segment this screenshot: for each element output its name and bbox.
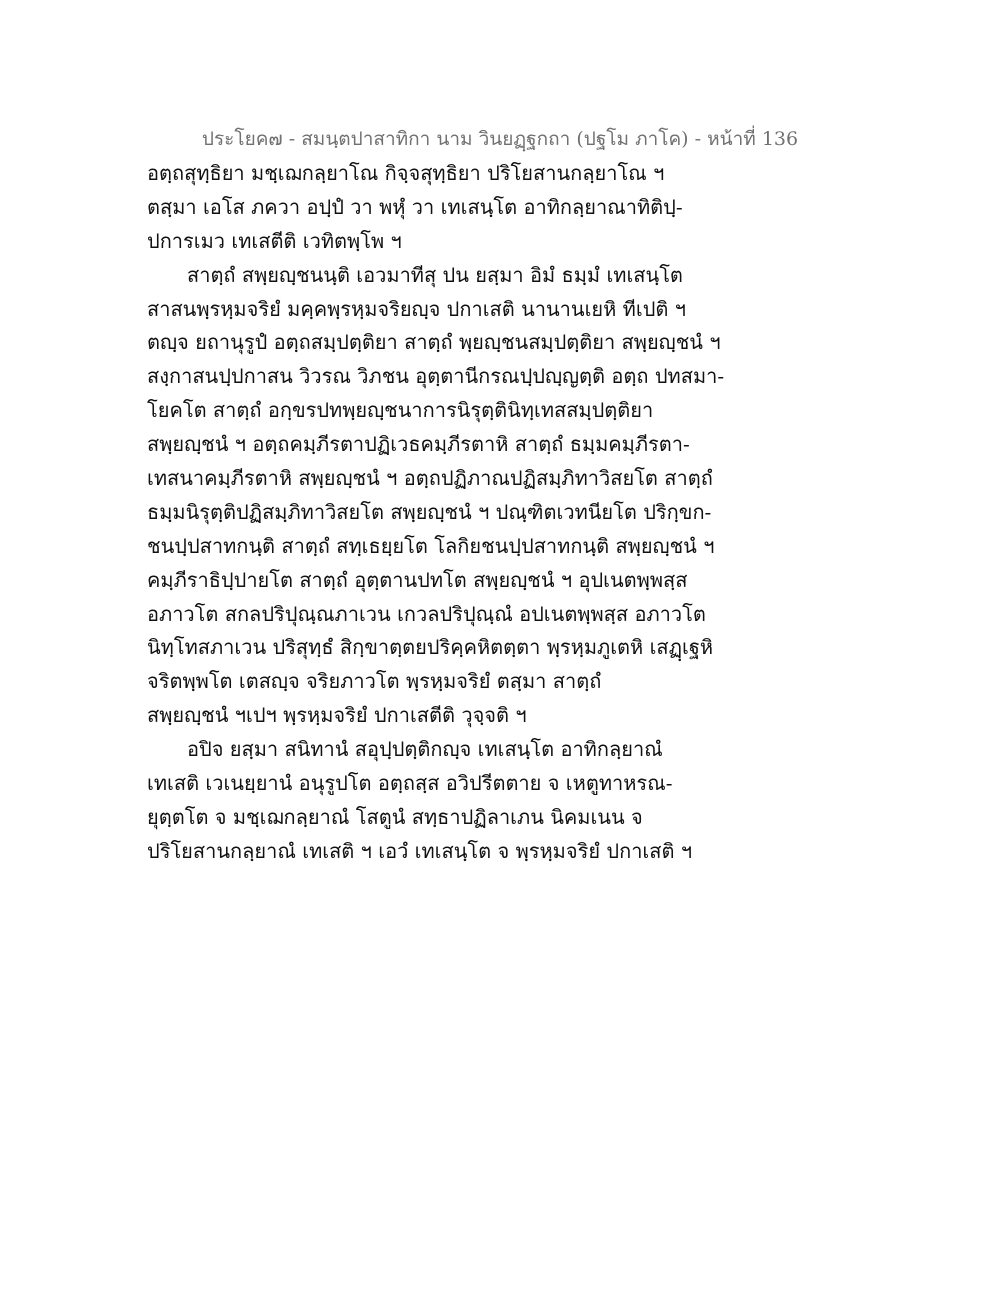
text-line: เทเสติ เวเนยฺยานํ อนุรูปโต อตฺถสฺส อวิปรีตตาย จ เหตูทาหรณ- (147, 771, 673, 796)
text-line: โยคโต สาตฺถํ อกฺขรปทพฺยญฺชนาการนิรุตฺตินิทฺเทสสมฺปตฺติยา (147, 398, 654, 423)
text-line: ยุตฺตโต จ มชฺเฌกลฺยาณํ โสตูนํ สทฺธาปฏิลาเภน นิคมเนน จ (147, 804, 643, 829)
text-line: สงฺกาสนปฺปกาสน วิวรณ วิภชน อุตฺตานีกรณปฺปญฺญตฺติ อตฺถ ปทสมา- (147, 364, 725, 389)
text-line: สพฺยญฺชนํ ฯเปฯ พฺรหฺมจริยํ ปกาเสตีติ วุจฺจติ ฯ (147, 703, 527, 728)
text-line: ปการเมว เทเสตีติ เวทิตพฺโพ ฯ (147, 228, 402, 253)
text-line: สพฺยญฺชนํ ฯ อตฺถคมฺภีรตาปฏิเวธคมฺภีรตาหิ สาตฺถํ ธมฺมคมฺภีรตา- (147, 432, 690, 457)
text-line: จริตพฺพโต เตสญฺจ จริยภาวโต พฺรหฺมจริยํ ตสฺมา สาตฺถํ (147, 669, 602, 694)
page-header: ประโยค๗ - สมนฺตปาสาทิกา นาม วินยฏฺฐกถา (ปฐโม ภาโค) - หน้าที่ 136 (201, 128, 799, 150)
text-line: อปิจ ยสฺมา สนิทานํ สอุปฺปตฺติกญฺจ เทเสนฺโต อาทิกลฺยาณํ (187, 737, 663, 762)
text-line: อภาวโต สกลปริปุณฺณภาเวน เกวลปริปุณฺณํ อปเนตพฺพสฺส อภาวโต (147, 601, 706, 626)
text-line: สาสนพฺรหฺมจริยํ มคฺคพฺรหฺมจริยญฺจ ปกาเสติ นานานเยหิ ทีเปติ ฯ (147, 296, 686, 321)
text-line: ตสฺมา เอโส ภควา อปฺปํ วา พหุํ วา เทเสนฺโต อาทิกลฺยาณาทิติปฺ- (147, 194, 683, 219)
text-line: นิทฺโทสภาเวน ปริสุทฺธํ สิกฺขาตฺตยปริคฺคหิตตฺตา พฺรหฺมภูเตหิ เสฏฺเฐหิ (147, 635, 714, 660)
text-line: ปริโยสานกลฺยาณํ เทเสติ ฯ เอวํ เทเสนฺโต จ พฺรหฺมจริยํ ปกาเสติ ฯ (147, 838, 693, 863)
text-line: คมฺภีราธิปฺปายโต สาตฺถํ อุตฺตานปทโต สพฺยญฺชนํ ฯ อุปเนตพฺพสฺส (147, 567, 688, 592)
text-line: ธมฺมนิรุตฺติปฏิสมฺภิทาวิสยโต สพฺยญฺชนํ ฯ ปณฺฑิตเวทนียโต ปริกฺขก- (147, 499, 712, 524)
body-text (147, 160, 767, 872)
text-line: ชนปฺปสาทกนฺติ สาตฺถํ สทฺเธยฺยโต โลกิยชนปฺปสาทกนฺติ สพฺยญฺชนํ ฯ (147, 533, 715, 558)
text-line: อตฺถสุทฺธิยา มชฺเฌกลฺยาโณ กิจฺจสุทฺธิยา ปริโยสานกลฺยาโณ ฯ (147, 161, 665, 185)
text-line: สาตฺถํ สพฺยญฺชนนฺติ เอวมาทีสุ ปน ยสฺมา อิมํ ธมฺมํ เทเสนฺโต (187, 262, 683, 287)
text-line: เทสนาคมฺภีรตาหิ สพฺยญฺชนํ ฯ อตฺถปฏิภาณปฏิสมฺภิทาวิสยโต สาตฺถํ (147, 466, 713, 491)
text-line: ตญฺจ ยถานุรูปํ อตฺถสมฺปตฺติยา สาตฺถํ พฺยญฺชนสมฺปตฺติยา สพฺยญฺชนํ ฯ (147, 330, 721, 355)
